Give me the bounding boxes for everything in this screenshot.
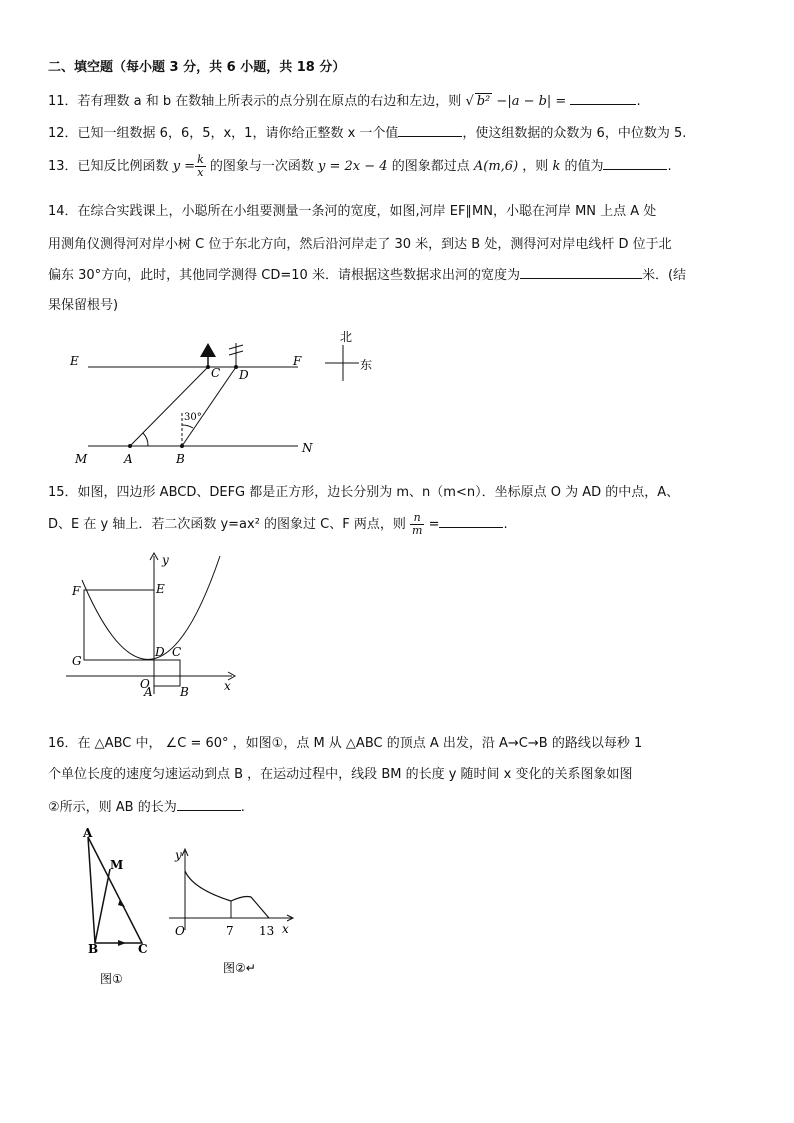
q13-answer-blank[interactable]: [603, 157, 667, 170]
compass-east: 东: [360, 358, 373, 372]
q13-k: k: [552, 159, 561, 174]
q12-answer-blank[interactable]: [398, 124, 462, 137]
q13-part4: ，则: [522, 159, 549, 174]
segment-bd: [182, 367, 236, 446]
q14-line1: 14．在综合实践课上，小聪所在小组要测量一条河的宽度，如图,河岸 EF∥MN，小聪在河岸 MN 上点 A 处: [48, 204, 657, 219]
q11-text: 11．若有理数 a 和 b 在数轴上所表示的点分别在原点的右边和左边，则: [48, 94, 462, 109]
label-c: C: [138, 942, 148, 956]
point-d: [234, 365, 238, 369]
segment-ac: [130, 367, 208, 446]
q11-answer-blank[interactable]: [570, 92, 636, 105]
q12-part1: 12．已知一组数据 6，6，5，x，1，请你给正整数 x 一个值: [48, 126, 399, 141]
q13-part2: 的图象与一次函数: [209, 159, 314, 174]
triangle-abc: [88, 837, 142, 943]
q14-line4: 果保留根号): [48, 298, 119, 313]
q16-answer-blank[interactable]: [177, 798, 241, 811]
parabola-figure: [60, 550, 250, 700]
angle-arc-a: [143, 433, 148, 446]
graph-figure: [165, 845, 300, 980]
label-b: B: [176, 452, 185, 466]
label-f: F: [293, 354, 302, 368]
q13-func-y: y =: [172, 159, 196, 174]
q13-linear: y = 2x − 4: [318, 159, 388, 174]
label-a: A: [144, 685, 153, 699]
graph-tick-13: 13: [259, 924, 275, 938]
label-m: M: [110, 858, 124, 872]
label-m: M: [75, 452, 88, 466]
segment-bm: [95, 869, 110, 943]
label-b: B: [180, 685, 189, 699]
q11-end: .: [636, 94, 641, 109]
label-e: E: [70, 354, 79, 368]
tree-icon: [200, 343, 216, 357]
label-d: D: [155, 645, 165, 659]
parabola-curve: [82, 556, 220, 659]
label-f: F: [72, 584, 81, 598]
q15-answer-blank[interactable]: [439, 515, 503, 528]
q11-sqrt: √ b²: [465, 94, 491, 109]
q11-expr: −|a − b| =: [496, 94, 567, 109]
label-y: y: [162, 553, 169, 567]
fig2-caption: 图②↵: [223, 961, 256, 975]
river-figure: [60, 325, 390, 470]
q16-line1: 16．在 △ABC 中， ∠C = 60° ，如图①，点 M 从 △ABC 的顶点 A 出发，沿 A→C→B 的路线以每秒 1: [48, 736, 643, 751]
label-x: x: [224, 679, 231, 693]
graph-tick-7: 7: [226, 924, 234, 938]
label-a: A: [83, 826, 93, 840]
q15-line2: D、E 在 y 轴上．若二次函数 y=ax² 的图象过 C、F 两点，则 $\frac{n}{m}$ = .: [48, 511, 508, 537]
section-title: 二、填空题（每小题 3 分，共 6 小题，共 18 分）: [48, 60, 346, 75]
q15-line1: 15．如图，四边形 ABCD、DEFG 都是正方形，边长分别为 m、n（m<n）．坐标原点 O 为 AD 的中点，A、: [48, 485, 680, 500]
point-a: [128, 444, 132, 448]
compass-north: 北: [340, 330, 353, 344]
q13-part1: 13．已知反比例函数: [48, 159, 169, 174]
q16-line2: 个单位长度的速度匀速运动到点 B ，在运动过程中，线段 BM 的长度 y 随时间 x 变化的关系图象如图: [48, 767, 633, 782]
question-11: [48, 90, 641, 109]
label-b: B: [88, 942, 99, 956]
label-a: A: [124, 452, 133, 466]
label-d: D: [239, 368, 249, 382]
q12-part2: ，使这组数据的众数为 6，中位数为 5.: [462, 126, 687, 141]
q13-point: A(m,6): [473, 159, 519, 174]
label-e: E: [156, 582, 165, 596]
q14-answer-blank[interactable]: [520, 266, 642, 279]
q15-fraction: $\frac{n}{m}$: [412, 511, 423, 537]
arrow-ac: [118, 899, 125, 907]
question-13: [48, 150, 672, 184]
q14-line3: 偏东 30°方向，此时，其他同学测得 CD=10 米．请根据这些数据求出河的宽度为 米．(结: [48, 268, 687, 283]
graph-label-x: x: [282, 922, 289, 936]
label-c: C: [211, 366, 221, 380]
q13-part5: 的值为: [564, 159, 604, 174]
q16-line3: ②所示，则 AB 的长为 .: [48, 800, 245, 815]
q13-part3: 的图象都过点: [391, 159, 470, 174]
square-abcd: [154, 660, 180, 686]
question-12: [48, 122, 686, 141]
graph-label-y: y: [175, 848, 182, 862]
q13-end: .: [667, 159, 672, 174]
triangle-figure: [78, 825, 158, 990]
label-o: O: [140, 677, 150, 691]
angle-arc-b: [182, 425, 193, 428]
label-angle: 30°: [184, 412, 202, 423]
q13-fraction: $\frac{k}{x}$: [197, 153, 204, 179]
fig1-caption: 图①: [100, 972, 123, 986]
arrow-cb: [118, 940, 126, 946]
point-c: [206, 365, 210, 369]
graph-curve: [185, 871, 269, 918]
label-n: N: [302, 441, 313, 455]
point-b: [180, 444, 184, 448]
q14-line2: 用测角仪测得河对岸小树 C 位于东北方向，然后沿河岸走了 30 米，到达 B 处，测得河对岸电线杆 D 位于北: [48, 237, 672, 252]
label-g: G: [72, 654, 82, 668]
square-defg: [84, 590, 154, 660]
graph-label-o: O: [175, 924, 185, 938]
label-c: C: [172, 645, 182, 659]
